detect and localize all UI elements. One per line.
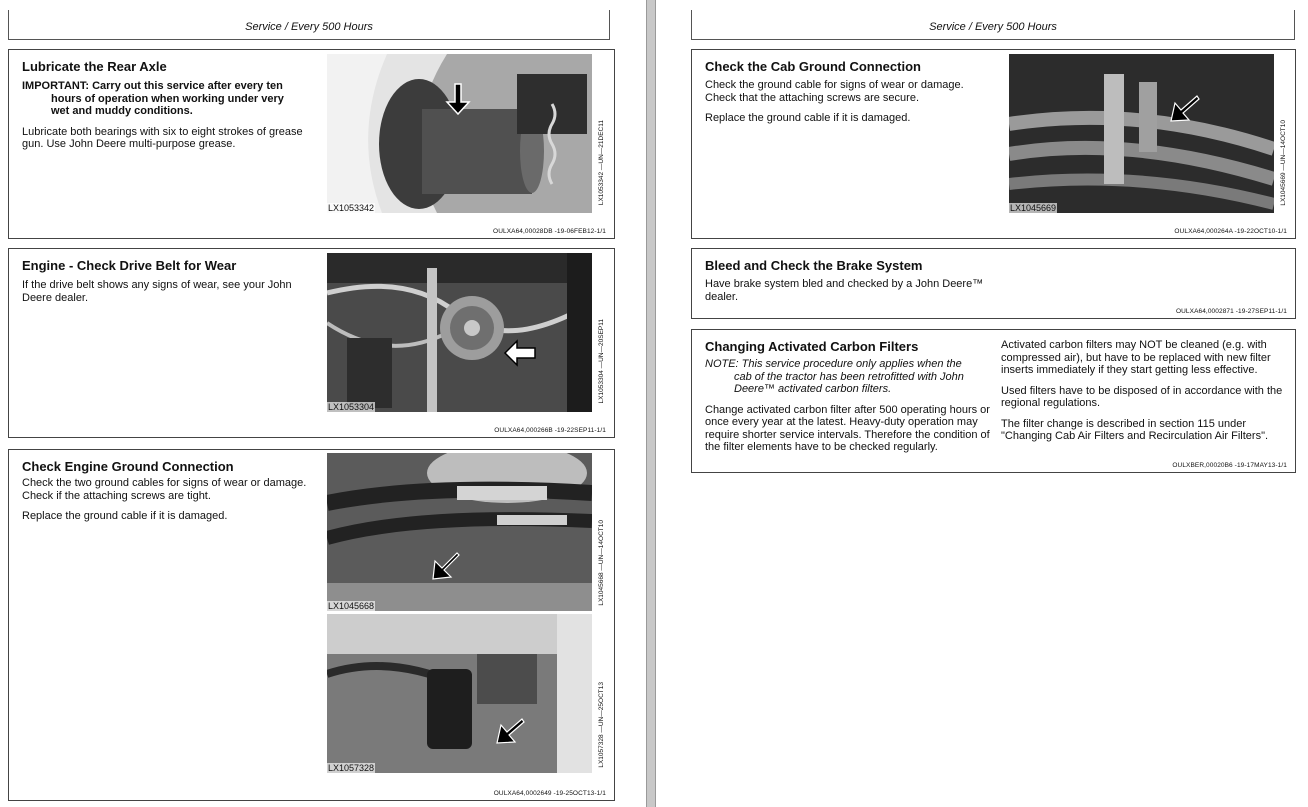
instruction-text: Lubricate both bearings with six to eight strokes of grease gun. Use John Deere multi-purpose grease. (22, 125, 303, 150)
instruction-text: Check the ground cable for signs of wear or damage. Check that the attaching screws are secure. (705, 79, 964, 104)
note-text: NOTE: This service procedure only applies when the cab of the tractor has been retrofitted with John Deere™ activated carbon filters. (705, 358, 964, 395)
section-body (22, 279, 312, 312)
running-head: Service / Every 500 Hours (8, 10, 610, 40)
engine-ground-photo-1 (327, 453, 592, 611)
engine-ground-illustration-2 (327, 614, 592, 773)
reference-code: OULXA64,000266B -19-22SEP11-1/1 (494, 427, 606, 434)
page-gutter (646, 0, 656, 807)
section-engine-ground (8, 449, 615, 801)
section-title: Changing Activated Carbon Filters (705, 339, 919, 354)
rear-axle-photo (327, 54, 592, 213)
section-body-left (705, 358, 992, 462)
reference-code: OULXA64,00028DB -19-06FEB12-1/1 (493, 228, 606, 235)
instruction-text: Have brake system bled and checked by a John Deere™ dealer. (705, 278, 984, 303)
drive-belt-photo (327, 253, 592, 412)
image-code: LX1053304 —UN—20SEP11 (598, 319, 605, 404)
image-label: LX1053304 (328, 402, 375, 412)
section-title: Check the Cab Ground Connection (705, 59, 921, 74)
image-label: LX1057328 (328, 763, 375, 773)
section-body-right (1001, 339, 1289, 451)
reference-code: OULXBER,00020B6 -19-17MAY13-1/1 (1172, 462, 1287, 469)
instruction-text: If the drive belt shows any signs of wear, see your John Deere dealer. (22, 279, 292, 304)
engine-ground-illustration-1 (327, 453, 592, 611)
image-label: LX1045668 (328, 601, 375, 611)
image-label: LX1053342 (328, 203, 375, 213)
image-label: LX1045669 (1010, 203, 1057, 213)
image-code: LX1045669 —UN—14OCT10 (1280, 120, 1287, 206)
reference-code: OULXA64,0002871 -19-27SEP11-1/1 (1175, 308, 1287, 315)
reference-code: OULXA64,000264A -19-22OCT10-1/1 (1174, 228, 1287, 235)
running-head: Service / Every 500 Hours (691, 10, 1295, 40)
section-body (22, 80, 317, 159)
right-page (656, 0, 1308, 807)
rear-axle-illustration (327, 54, 592, 213)
cab-ground-photo (1009, 54, 1274, 213)
section-title: Check Engine Ground Connection (22, 459, 234, 474)
section-carbon-filters (691, 329, 1296, 473)
instruction-text: Activated carbon filters may NOT be cleaned (e.g. with compressed air), but have to be replaced with new filter inserts immediately if they start getting less effective. (1001, 339, 1271, 376)
image-code: LX1053342 —UN—21DEC11 (598, 120, 605, 206)
instruction-text: The filter change is described in section 115 under "Changing Cab Air Filters and Recirculation Air Filters". (1001, 417, 1269, 442)
section-drive-belt (8, 248, 615, 438)
instruction-text: Used filters have to be disposed of in accordance with the regional regulations. (1001, 384, 1283, 409)
section-brake (691, 248, 1296, 319)
instruction-text: Replace the ground cable if it is damaged. (22, 510, 228, 522)
engine-ground-photo-2 (327, 614, 592, 773)
instruction-text: Replace the ground cable if it is damaged. (705, 112, 911, 124)
section-cab-ground (691, 49, 1296, 239)
image-code: LX1045668 —UN—14OCT10 (598, 520, 605, 606)
section-body (22, 477, 317, 531)
section-title: Engine - Check Drive Belt for Wear (22, 258, 237, 273)
engine-belt-illustration (327, 253, 592, 412)
cab-ground-illustration (1009, 54, 1274, 213)
section-rear-axle (8, 49, 615, 239)
image-code: LX1057328 —UN—25OCT13 (598, 682, 605, 768)
left-page (0, 0, 646, 807)
section-body (705, 79, 990, 133)
section-title: Bleed and Check the Brake System (705, 258, 923, 273)
reference-code: OULXA64,0002649 -19-25OCT13-1/1 (493, 790, 606, 797)
important-notice: IMPORTANT: Carry out this service after every ten hours of operation when working under very wet and muddy conditions. (22, 80, 284, 117)
section-body (705, 278, 995, 311)
section-title: Lubricate the Rear Axle (22, 59, 167, 74)
instruction-text: Change activated carbon filter after 500 operating hours or once every year at the latest. Heavy-duty operation may require shorter service intervals. Therefore the condition of the filter elements have to be checked regularly. (705, 403, 990, 453)
instruction-text: Check the two ground cables for signs of wear or damage. Check if the attaching screws are tight. (22, 477, 307, 502)
